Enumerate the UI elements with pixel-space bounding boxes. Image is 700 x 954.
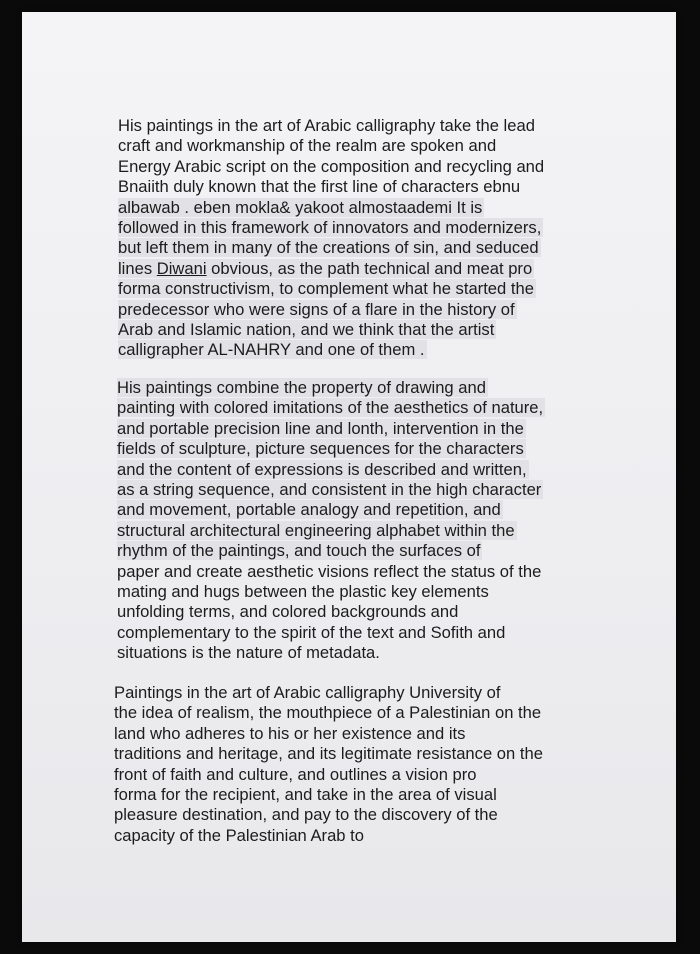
- text-line: paper and create aesthetic visions reflect the status of the: [117, 561, 542, 581]
- text-line: front of faith and culture, and outlines a vision pro: [114, 764, 477, 784]
- paragraph-2: [117, 378, 579, 664]
- text-line: fields of sculpture, picture sequences for the characters: [117, 439, 524, 459]
- text-line: unfolding terms, and colored backgrounds and: [117, 602, 459, 622]
- text-line: His paintings in the art of Arabic calligraphy take the lead: [118, 116, 535, 135]
- text-line: pleasure destination, and pay to the discovery of the: [114, 805, 498, 825]
- text-line: Bnaiith duly known that the first line of characters ebnu: [118, 177, 521, 197]
- diwani-underlined-word: Diwani: [156, 258, 207, 278]
- paragraph-3: [114, 683, 576, 846]
- text-line: and portable precision line and lonth, intervention in the: [117, 418, 524, 438]
- text-line: and the content of expressions is described and written,: [117, 459, 527, 479]
- paragraph-1: [118, 116, 580, 361]
- text-line: but left them in many of the creations of sin, and seduced: [118, 238, 539, 258]
- text-line: followed in this framework of innovators and modernizers,: [118, 218, 542, 238]
- text-line: lines Diwani obvious, as the path technical and meat pro: [118, 258, 533, 278]
- text-line: situations is the nature of metadata.: [117, 643, 380, 663]
- text-line: painting with colored imitations of the aesthetics of nature,: [117, 398, 544, 418]
- text-line: structural architectural engineering alphabet within the: [117, 520, 515, 540]
- text-line: Arab and Islamic nation, and we think that the artist: [118, 320, 495, 340]
- text-line: albawab . eben mokla& yakoot almostaademi It is: [118, 197, 483, 217]
- text-line: complementary to the spirit of the text and Sofith and: [117, 622, 506, 642]
- text-line: Energy Arabic script on the composition and recycling and: [118, 156, 545, 176]
- text-line: forma for the recipient, and take in the area of visual: [114, 785, 497, 805]
- text-line: Paintings in the art of Arabic calligraphy University of: [114, 683, 501, 702]
- text-line: predecessor who were signs of a flare in the history of: [118, 299, 515, 319]
- text-line: mating and hugs between the plastic key elements: [117, 582, 489, 602]
- text-line: land who adheres to his or her existence and its: [114, 723, 466, 743]
- text-line: and movement, portable analogy and repetition, and: [117, 500, 501, 520]
- text-line: craft and workmanship of the realm are spoken and: [118, 136, 497, 156]
- text-line: the idea of realism, the mouthpiece of a Palestinian on the: [114, 703, 542, 723]
- text-line: forma constructivism, to complement what he started the: [118, 279, 534, 299]
- text-line: traditions and heritage, and its legitimate resistance on the: [114, 744, 543, 764]
- text-line: as a string sequence, and consistent in the high character: [117, 480, 542, 500]
- text-line: calligrapher AL-NAHRY and one of them .: [118, 340, 425, 360]
- text-line: rhythm of the paintings, and touch the surfaces of: [117, 541, 481, 561]
- text-line: capacity of the Palestinian Arab to: [114, 825, 364, 845]
- text-line: His paintings combine the property of drawing and: [117, 378, 486, 397]
